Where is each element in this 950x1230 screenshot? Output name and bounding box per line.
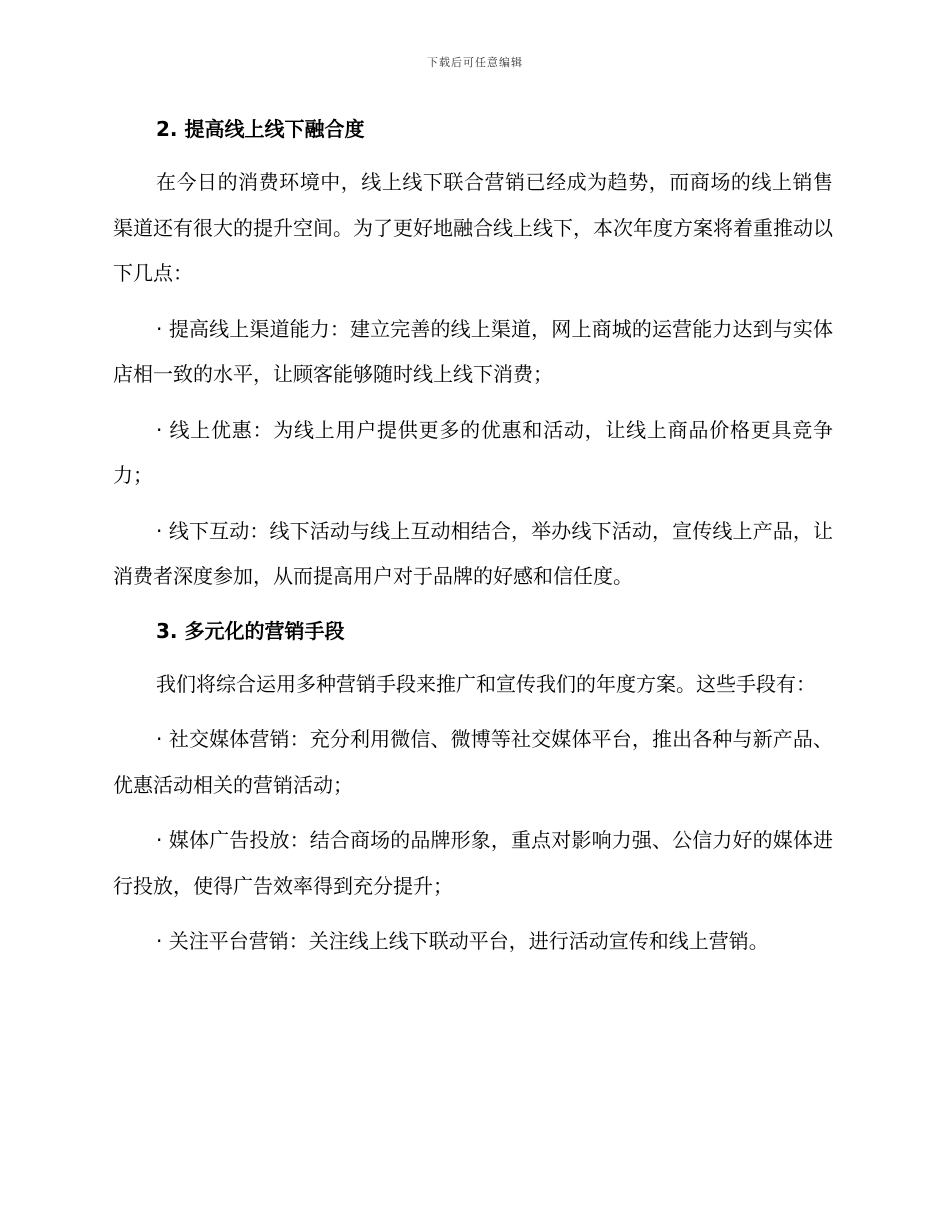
section-2-item-1: · 提高线上渠道能力：建立完善的线上渠道，网上商城的运营能力达到与实体店相一致的水平，让顾客能够随时线上线下消费；	[113, 316, 833, 386]
section-3-item-1: · 社交媒体营销：充分利用微信、微博等社交媒体平台，推出各种与新产品、优惠活动相关的营销活动；	[113, 727, 833, 797]
section-2-intro: 在今日的消费环境中，线上线下联合营销已经成为趋势，而商场的线上销售渠道还有很大的提升空间。为了更好地融合线上线下，本次年度方案将着重推动以下几点：	[113, 170, 833, 285]
section-heading-2: 2. 提高线上线下融合度	[156, 117, 365, 141]
section-2-item-2: · 线上优惠：为线上用户提供更多的优惠和活动，让线上商品价格更具竞争力；	[113, 417, 833, 487]
header-note: 下载后可任意编辑	[427, 56, 523, 69]
section-2-item-3: · 线下互动：线下活动与线上互动相结合，举办线下活动，宣传线上产品，让消费者深度参加，从而提高用户对于品牌的好感和信任度。	[113, 518, 833, 588]
section-3-item-2: · 媒体广告投放：结合商场的品牌形象，重点对影响力强、公信力好的媒体进行投放，使得广告效率得到充分提升；	[113, 828, 833, 898]
section-3-item-3: · 关注平台营销：关注线上线下联动平台，进行活动宣传和线上营销。	[156, 929, 769, 953]
section-heading-3: 3. 多元化的营销手段	[156, 618, 345, 643]
section-3-intro: 我们将综合运用多种营销手段来推广和宣传我们的年度方案。这些手段有：	[156, 671, 816, 696]
document-body	[113, 110, 833, 965]
